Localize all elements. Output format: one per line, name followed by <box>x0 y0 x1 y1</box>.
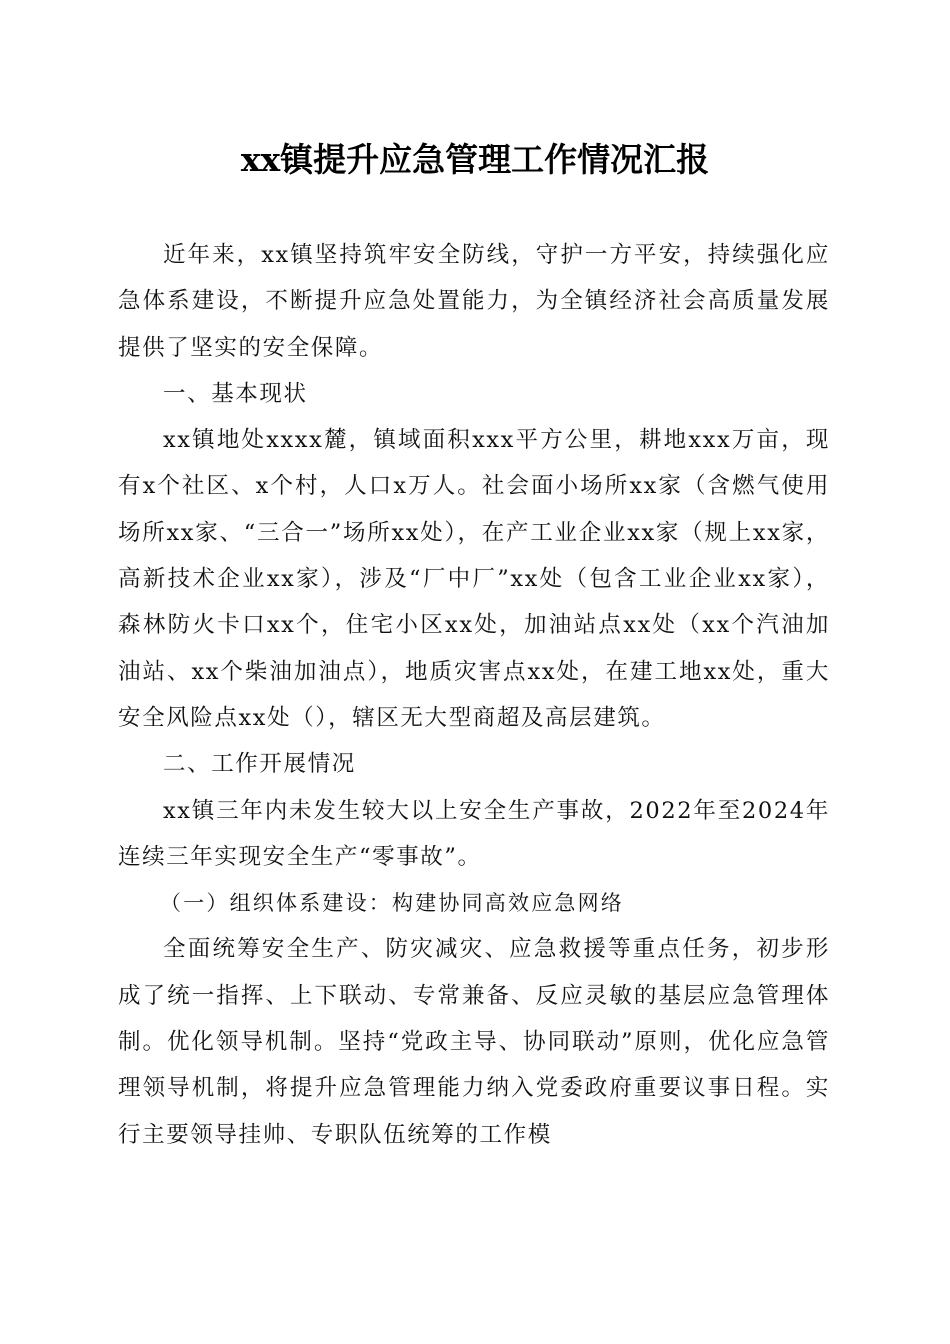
section-heading-work-progress: 二、工作开展情况 <box>163 751 356 778</box>
section-heading-basic-status: 一、基本现状 <box>163 380 308 407</box>
document-title: xx镇提升应急管理工作情况汇报 <box>240 140 710 179</box>
organization-paragraph: 全面统筹安全生产、防灾减灾、应急救援等重点任务，初步形成了统一指挥、上下联动、专常兼备、反应灵敏的基层应急管理体制。优化领导机制。坚持“党政主导、协同联动”原则，优化应急管理领导机制，将提升应急管理能力纳入党委政府重要议事日程。实行主要领导挂帅、专职队伍统筹的工作模 <box>118 936 830 1148</box>
basic-status-paragraph: xx镇地处xxxx麓，镇域面积xxx平方公里，耕地xxx万亩，现有x个社区、x个村，人口x万人。社会面小场所xx家（含燃气使用场所xx家、“三合一”场所xx处），在产工业企业xx家（规上xx家，高新技术企业xx家），涉及“厂中厂”xx处（包含工业企业xx家），森林防火卡口xx个，住宅小区xx处，加油站点xx处（xx个汽油加油站、xx个柴油加油点），地质灾害点xx处，在建工地xx处，重大安全风险点xx处（），辖区无大型商超及高层建筑。 <box>118 427 830 731</box>
work-progress-paragraph: xx镇三年内未发生较大以上安全生产事故，2022年至2024年连续三年实现安全生产“零事故”。 <box>118 797 830 870</box>
subsection-heading-organization: （一）组织体系建设：构建协同高效应急网络 <box>160 891 624 916</box>
document-body <box>118 232 830 1158</box>
intro-paragraph: 近年来，xx镇坚持筑牢安全防线，守护一方平安，持续强化应急体系建设，不断提升应急处置能力，为全镇经济社会高质量发展提供了坚实的安全保障。 <box>118 242 830 361</box>
